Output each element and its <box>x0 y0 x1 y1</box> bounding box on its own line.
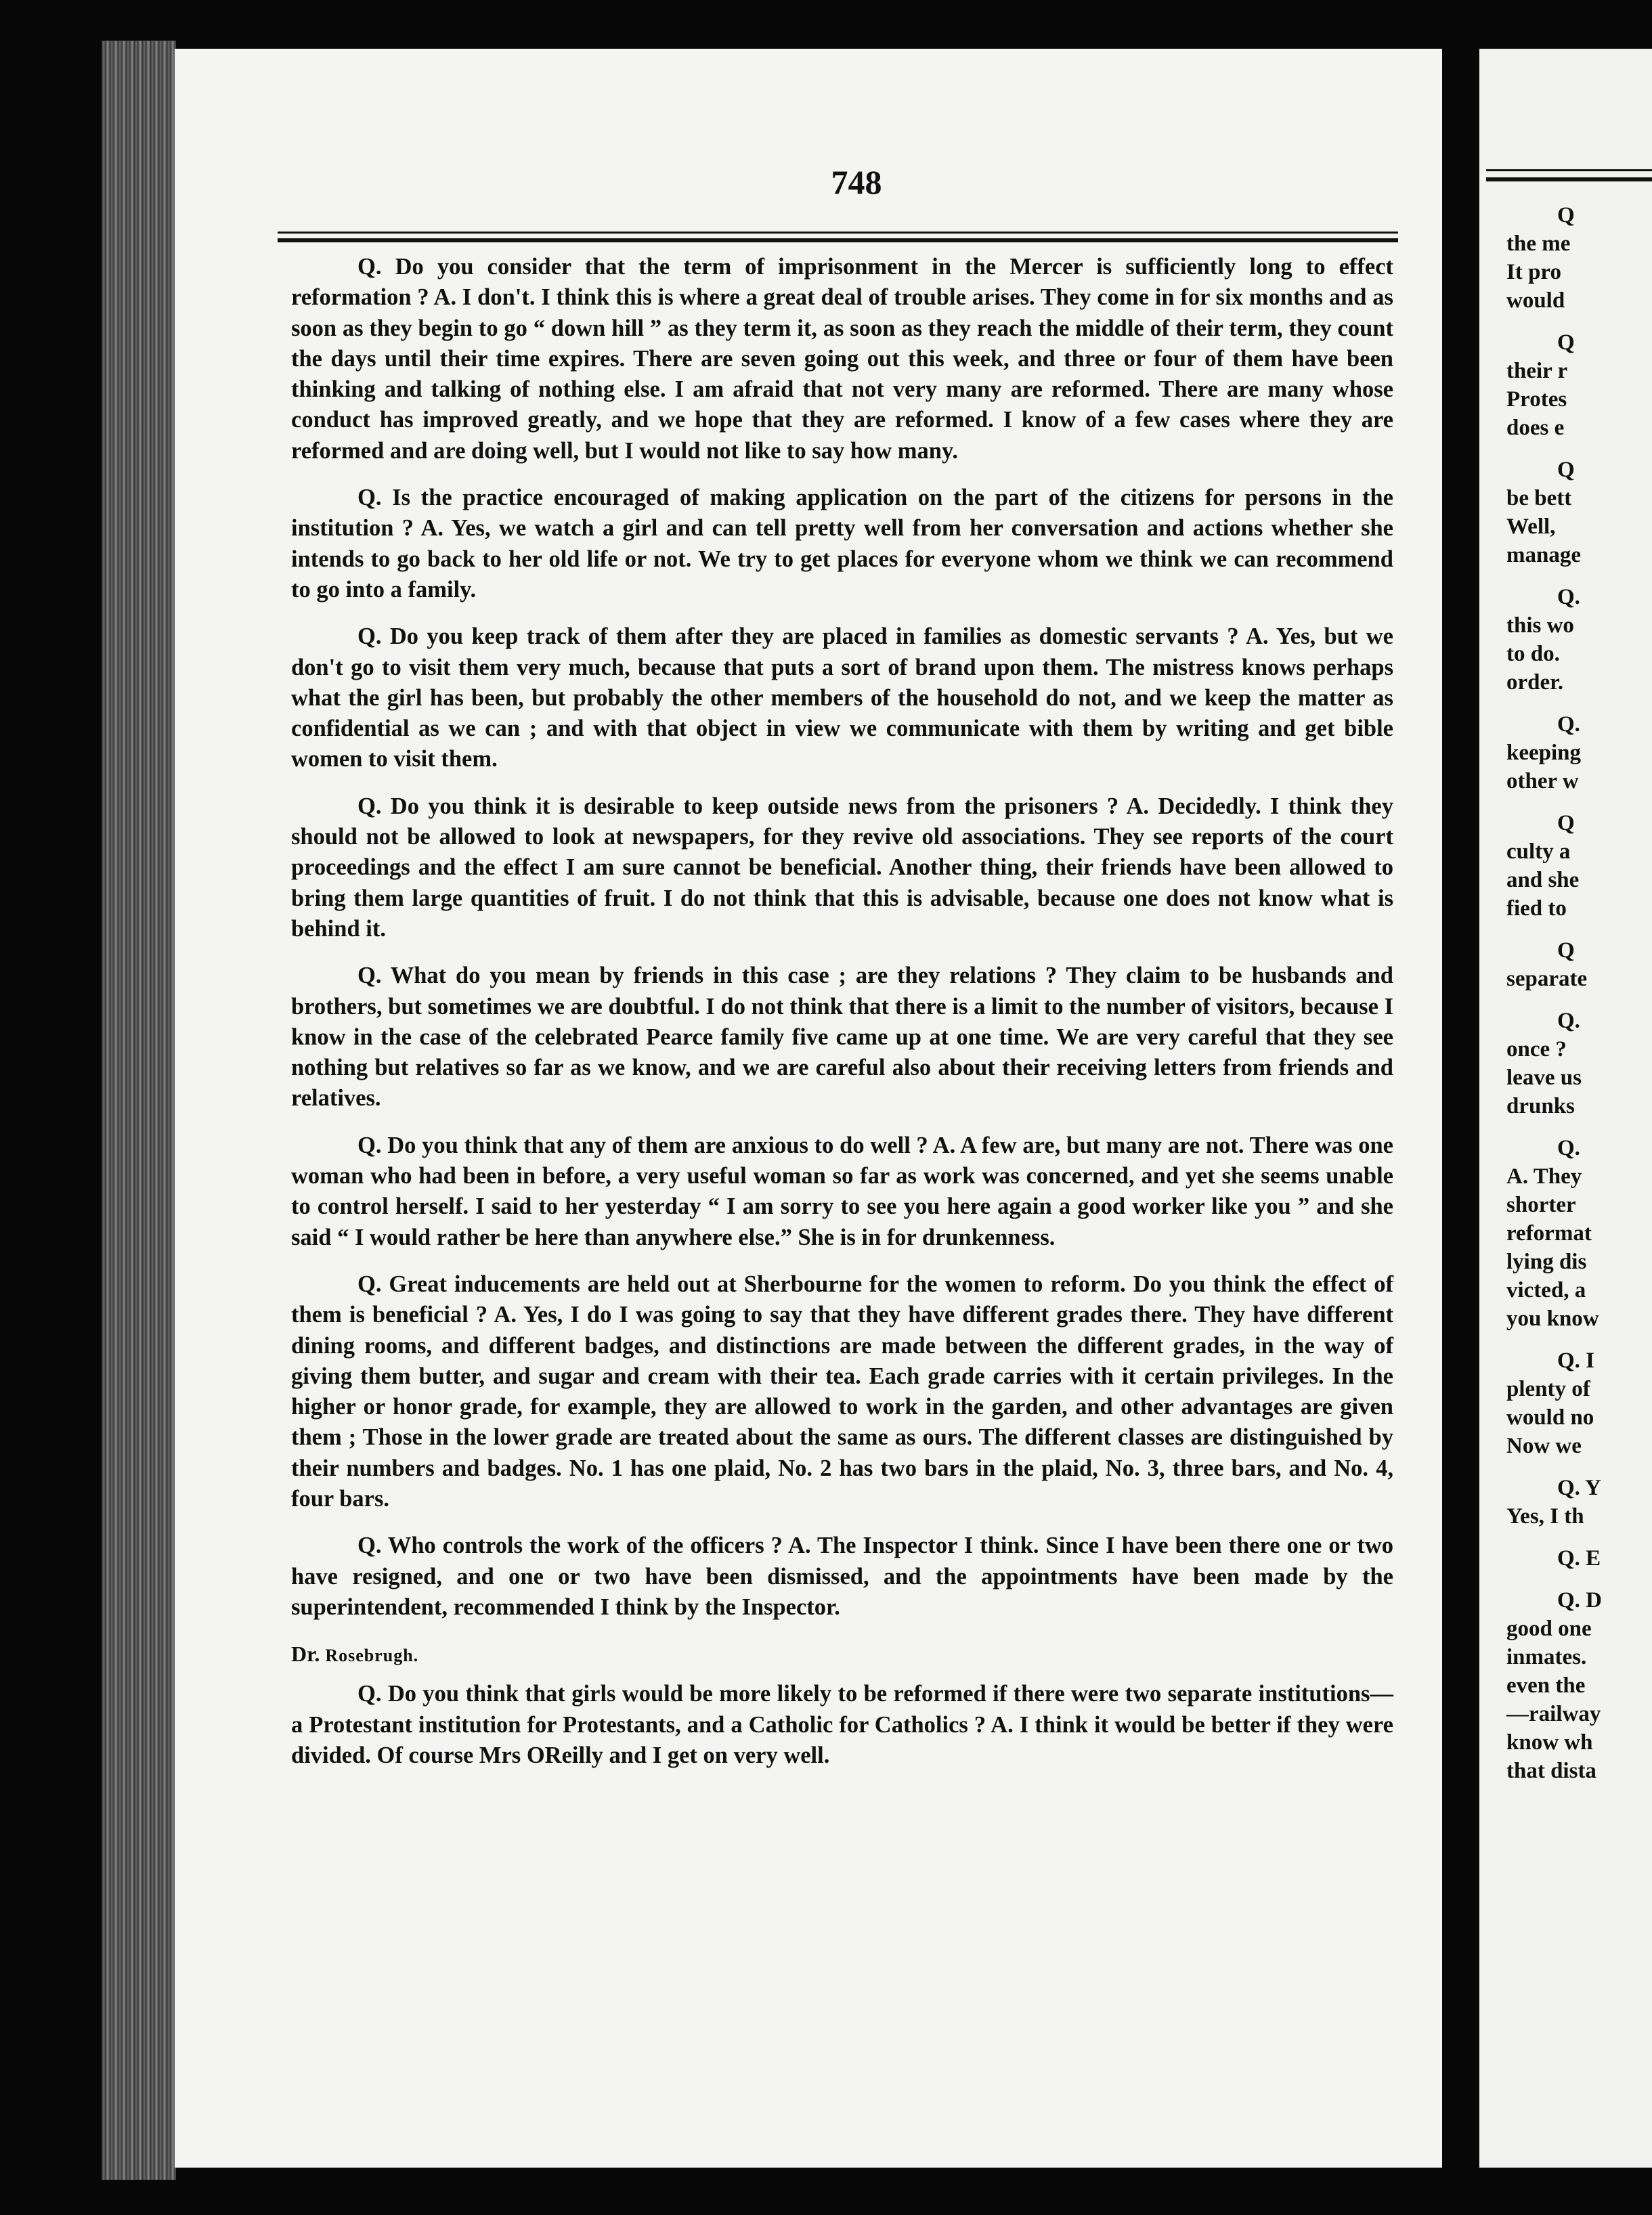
right-line: Q. Y <box>1557 1476 1601 1500</box>
right-line: fied to <box>1506 896 1567 921</box>
paragraph: Q. Do you think it is desirable to keep outside news from the prisoners ? A. Decidedly. I think they should not be allowed to look at newspapers, for they revive old associations. They see reports of the court proceedings and the effect I am sure cannot be beneficial. Another thing, their friends have been allowed to bring them large quantities of fruit. I do not think that this is advisable, because one does not know what is behind it. <box>291 793 1393 942</box>
right-line: other w <box>1506 769 1579 793</box>
right-line: manage <box>1506 543 1581 567</box>
right-line: know wh <box>1506 1730 1593 1755</box>
right-line: Q. <box>1557 712 1580 737</box>
right-line: separate <box>1506 967 1588 991</box>
right-line: reformat <box>1506 1221 1592 1246</box>
right-line: Now we <box>1506 1434 1582 1458</box>
right-line: be bett <box>1506 486 1572 510</box>
right-line: leave us <box>1506 1066 1582 1090</box>
right-line: to do. <box>1506 642 1560 666</box>
speaker-heading <box>291 1639 1393 1671</box>
right-line: Q <box>1557 458 1575 482</box>
right-line: Q. E <box>1557 1546 1601 1571</box>
right-line: A. They <box>1506 1164 1582 1189</box>
right-line: Q <box>1557 203 1575 227</box>
right-line: and she <box>1506 868 1580 892</box>
paragraph: Q. Who controls the work of the officers ? A. The Inspector I think. Since I have been there one or two have resigned, and one or two have been dismissed, and the appointments have been made by the superintendent, recommended I think by the Inspector. <box>291 1533 1393 1620</box>
paragraph: Q. Is the practice encouraged of making application on the part of the citizens for persons in the institution ? A. Yes, we watch a girl and can tell pretty well from her conversation and actions whether she intends to go back to her old life or not. We try to get places for everyone whom we think we can recommend to go into a family. <box>291 485 1393 602</box>
header-rule-thick <box>278 238 1398 242</box>
right-line: order. <box>1506 670 1564 695</box>
right-line: Well, <box>1506 514 1556 539</box>
right-line: the me <box>1506 232 1571 256</box>
right-line: would no <box>1506 1405 1594 1430</box>
paragraph: Q. Do you think that any of them are anxious to do well ? A. A few are, but many are not. There was one woman who had been in before, a very useful woman so far as work was concerned, and yet she seems unable to control herself. I said to her yesterday “ I am sorry to see you here again a good worker like you ” and she said “ I would rather be here than anywhere else.” She is in for drunkenness. <box>291 1132 1393 1250</box>
page-number: 748 <box>831 163 882 201</box>
book-spine <box>102 41 176 2180</box>
right-line: this wo <box>1506 613 1574 638</box>
paragraph: Q. Great inducements are held out at Sherbourne for the women to reform. Do you think the effect of them is beneficial ? A. Yes, I do I was going to say that they have different grades there. They have different dining rooms, and different badges, and distinctions are made between the different grades, in the way of giving them butter, and sugar and cream with their tea. Each grade carries with it certain privileges. In the higher or honor grade, for example, they are allowed to work in the garden, and other advantages are given them ; Those in the lower grade are treated about the same as ours. The different classes are distinguished by their numbers and badges. No. 1 has one plaid, No. 2 has two bars in the plaid, No. 3, three bars, and No. 4, four bars. <box>291 1271 1393 1512</box>
paragraph: Q. Do you think that girls would be more likely to be reformed if there were two separate institutions—a Protestant institution for Protestants, and a Catholic for Catholics ? A. I think it would be better if they were divided. Of course Mrs OReilly and I get on very well. <box>291 1681 1393 1769</box>
paragraph: Q. What do you mean by friends in this case ; are they relations ? They claim to be husbands and brothers, but sometimes we are doubtful. I do not think that there is a limit to the number of visitors, because I know in the case of the celebrated Pearce family five came up at one time. We are very careful that they see nothing but relatives so far as we know, and we are careful also about their receiving letters from friends and relatives. <box>291 963 1393 1112</box>
right-line: once ? <box>1506 1037 1567 1061</box>
right-line: Q. I <box>1557 1348 1595 1373</box>
right-line: lying dis <box>1506 1250 1587 1274</box>
paragraph: Q. Do you keep track of them after they are placed in families as domestic servants ? A. Yes, but we don't go to visit them very much, because that puts a sort of brand upon them. The mistress knows perhaps what the girl has been, but probably the other members of the household do not, and we keep the matter as confidential as we can ; and with that object in view we communicate with them by writing and get bible women to visit them. <box>291 623 1393 772</box>
right-line: Protes <box>1506 387 1567 412</box>
right-line: their r <box>1506 359 1568 383</box>
right-line: Q. <box>1557 1009 1580 1033</box>
right-line: Q <box>1557 330 1575 355</box>
right-line: shorter <box>1506 1193 1576 1217</box>
right-line: Yes, I th <box>1506 1504 1584 1529</box>
right-line: would <box>1506 288 1565 313</box>
right-header-rule <box>1486 169 1652 171</box>
right-line: that dista <box>1506 1759 1596 1783</box>
right-line: victed, a <box>1506 1278 1586 1302</box>
right-page-edge <box>1479 49 1652 2168</box>
right-line: inmates. <box>1506 1645 1587 1669</box>
right-line: —railway <box>1506 1702 1601 1726</box>
right-line: plenty of <box>1506 1377 1590 1401</box>
right-line: culty a <box>1506 839 1571 864</box>
right-header-rule-thick <box>1486 177 1652 181</box>
paragraph: Q. Do you consider that the term of imprisonment in the Mercer is sufficiently long to effect reformation ? A. I don't. I think this is where a great deal of trouble arises. They come in for six months and as soon as they begin to go “ down hill ” as they term it, as soon as they reach the middle of their term, they count the days until their time expires. There are seven going out this week, and three or four of them have been thinking and talking of nothing else. I am afraid that not very many are reformed. There are many whose conduct has improved greatly, and we hope that they are reformed. I know of a few cases where they are reformed and are doing well, but I would not like to say how many. <box>291 254 1393 464</box>
right-line: does e <box>1506 416 1565 440</box>
right-line: Q <box>1557 938 1575 963</box>
right-line: Q. D <box>1557 1588 1602 1613</box>
right-line: Q. <box>1557 585 1580 609</box>
right-line: Q. <box>1557 1136 1580 1160</box>
right-line: good one <box>1506 1617 1592 1641</box>
right-line: Q <box>1557 811 1575 835</box>
right-line: drunks <box>1506 1094 1575 1118</box>
right-line: even the <box>1506 1673 1586 1698</box>
speaker-name: Rosebrugh. <box>325 1646 419 1666</box>
text-column <box>291 252 1393 1787</box>
right-line: you know <box>1506 1307 1599 1331</box>
right-line: It pro <box>1506 260 1561 284</box>
header-rule <box>278 232 1398 234</box>
right-line: keeping <box>1506 741 1582 765</box>
speaker-prefix: Dr. <box>291 1642 320 1667</box>
